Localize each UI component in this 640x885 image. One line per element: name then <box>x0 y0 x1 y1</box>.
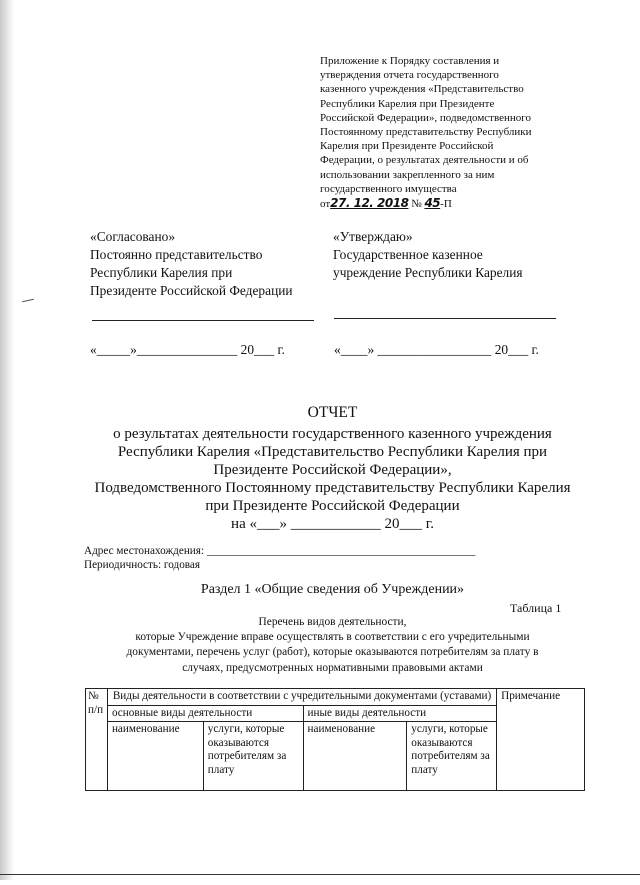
appendix-line: Российской Федерации», подведомственного <box>320 111 532 124</box>
main-name-header: наименование <box>107 722 203 791</box>
order-date-handwritten: 27. 12. 2018 <box>330 196 409 211</box>
order-number-handwritten: 45 <box>424 196 441 211</box>
appendix-line: Федерации, о результатах деятельности и об <box>320 154 529 167</box>
appendix-line: Республики Карелия при Президенте <box>320 97 495 110</box>
report-line: Президенте Российской Федерации», <box>213 462 452 478</box>
period-line: Периодичность: годовая <box>84 559 201 571</box>
col-activities-header: Виды деятельности в соответствии с учредительными документами (уставами) <box>107 689 496 706</box>
report-date-line: на «___» ____________ 20___ г. <box>231 516 434 532</box>
report-heading: ОТЧЕТ <box>307 404 358 421</box>
other-activities-header: иные виды деятельности <box>303 705 497 722</box>
order-number-label: № <box>411 198 422 211</box>
appendix-line: Постоянному представительству Республики <box>320 126 532 139</box>
col-number-header: № п/п <box>86 689 108 791</box>
order-prefix: от <box>320 198 331 211</box>
list-title-line: случаях, предусмотренных нормативными правовыми актами <box>182 661 483 674</box>
approved-line: Государственное казенное <box>333 247 483 262</box>
agreed-signature-line <box>92 320 314 321</box>
other-name-header: наименование <box>303 722 407 791</box>
approval-agreed <box>90 228 325 300</box>
report-meta <box>84 544 475 572</box>
main-activities-header: основные виды деятельности <box>107 705 303 722</box>
agreed-line: Президенте Российской Федерации <box>90 283 293 298</box>
order-suffix: -П <box>440 198 452 211</box>
appendix-line: Приложение к Порядку составления и <box>320 55 500 67</box>
agreed-date: «_____»_______________ 20___ г. <box>90 342 285 357</box>
list-title <box>80 615 585 676</box>
report-line: Республики Карелия «Представительство Республики Карелия при <box>117 444 548 460</box>
appendix-line: казенного учреждения «Представительство <box>320 83 524 96</box>
report-line: при Президенте Российской Федерации <box>205 498 460 514</box>
appendix-note <box>320 54 575 211</box>
order-reference <box>320 196 575 211</box>
agreed-line: Республики Карелия при <box>90 265 233 280</box>
approval-approved <box>333 228 573 282</box>
section-title: Раздел 1 «Общие сведения об Учреждении» <box>200 582 465 597</box>
list-title-line: Перечень видов деятельности, <box>258 616 407 628</box>
main-services-header: услуги, которые оказываются потребителям за плату <box>203 722 303 791</box>
scan-edge <box>0 0 14 880</box>
approved-line: учреждение Республики Карелия <box>333 265 523 280</box>
scan-mark <box>22 299 34 302</box>
agreed-label: «Согласовано» <box>90 229 176 244</box>
appendix-line: государственного имущества <box>320 182 457 195</box>
approved-date: «____» _________________ 20___ г. <box>334 342 539 357</box>
appendix-line: использовании закрепленного за ним <box>320 168 495 181</box>
list-title-line: документами, перечень услуг (работ), которые оказываются потребителям за плату в <box>126 646 539 659</box>
other-services-header: услуги, которые оказываются потребителям за плату <box>407 722 497 791</box>
table-number: Таблица 1 <box>510 601 562 615</box>
report-title-block <box>80 404 585 533</box>
report-line: о результатах деятельности государственного казенного учреждения <box>113 426 552 442</box>
col-note-header: Примечание <box>497 689 585 791</box>
appendix-line: Карелия при Президенте Российской <box>320 140 494 153</box>
appendix-line: утверждения отчета государственного <box>320 69 499 82</box>
activities-table <box>85 688 585 791</box>
page-bottom-rule <box>0 874 640 875</box>
list-title-line: которые Учреждение вправе осуществлять в соответствии с его учредительными <box>135 631 530 644</box>
approved-label: «Утверждаю» <box>333 229 413 244</box>
approved-signature-line <box>334 318 556 319</box>
agreed-line: Постоянно представительство <box>90 247 263 262</box>
address-line: Адрес местонахождения: ________________________________________________ <box>84 545 476 557</box>
report-line: Подведомственного Постоянному представительству Республики Карелия <box>94 480 571 496</box>
